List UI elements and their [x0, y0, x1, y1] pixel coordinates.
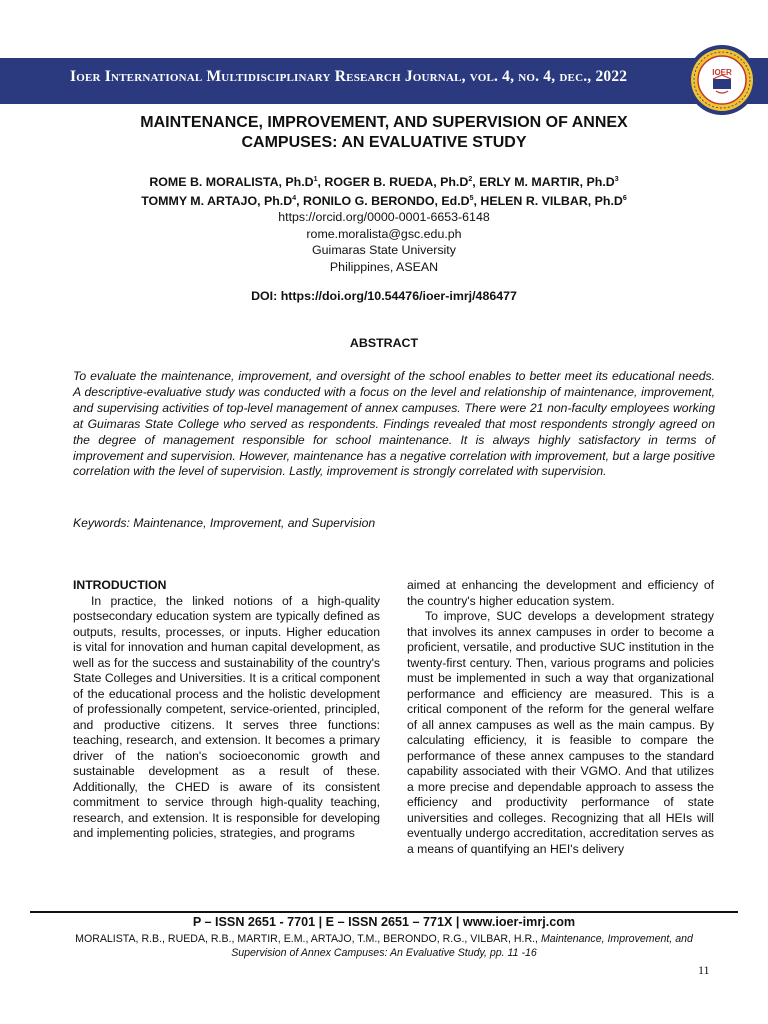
left-column: [73, 578, 380, 842]
paper-title: [60, 113, 708, 153]
doi-link[interactable]: DOI: https://doi.org/10.54476/ioer-imrj/486477: [251, 289, 517, 303]
author-3: , ERLY M. MARTIR, Ph.D: [472, 175, 615, 190]
issn-line: P – ISSN 2651 - 7701 | E – ISSN 2651 – 771X | www.ioer-imrj.com: [192, 915, 576, 929]
logo-text: IOER: [712, 68, 732, 77]
author-2: , ROGER B. RUEDA, Ph.D: [317, 175, 469, 190]
citation-authors: MORALISTA, R.B., RUEDA, R.B., MARTIR, E.M., ARTAJO, T.M., BERONDO, R.G., VILBAR, H.R.,: [75, 933, 541, 945]
author-1-sup: 1: [313, 176, 318, 183]
intro-paragraph-1: In practice, the linked notions of a high-quality postsecondary education system are typically defined as outputs, results, processes, or inputs. Higher education is vital for innovation and human capital development, as well as for the success and sustainability of the country's State Colleges and Universities. It is a critical component of the educational process and the holistic development of professionally competent, service-oriented, principled, and productive citizens. It serves three functions: teaching, research, and extension. It becomes a primary driver of the nation's socioeconomic growth and sustainable development as a result of these. Additionally, the CHED is aware of its consistent commitment to service through high-quality teaching, research, and extension. It is responsible for developing and implementing policies, strategies, and programs: [73, 593, 380, 840]
citation: [60, 932, 708, 960]
page-number: 11: [698, 963, 710, 977]
abstract-text: To evaluate the maintenance, improvement, and oversight of the school enables to better meet its educational needs. A descriptive-evaluative study was conducted with a focus on the level and relationship of maintenance, improvement, and supervising activities of top-level management of annex campuses. There were 21 non-faculty employees working at Guimaras State College who served as respondents. Findings revealed that most respondents strongly agreed on the degree of management responsible for school maintenance. It is always highly satisfactory in terms of improvement and supervision. However, maintenance has a negative correlation with improvement, but a large positive correlation with the level of supervision. Lastly, improvement is strongly correlated with supervision.: [73, 369, 715, 479]
journal-title: Ioer International Multidisciplinary Research Journal, vol. 4, no. 4, dec., 2022: [70, 68, 628, 85]
author-email[interactable]: rome.moralista@gsc.edu.ph: [306, 226, 462, 241]
introduction-heading: INTRODUCTION: [73, 578, 167, 592]
ioer-logo: [686, 44, 758, 116]
intro-paragraph-1-cont: aimed at enhancing the development and efficiency of the country's higher education system.: [407, 578, 714, 608]
paper-title-line-1: MAINTENANCE, IMPROVEMENT, AND SUPERVISION OF ANNEX: [140, 114, 628, 131]
author-line-2: [60, 191, 708, 210]
location: Philippines, ASEAN: [329, 259, 439, 274]
affiliation: Guimaras State University: [312, 243, 456, 258]
author-line-1: [60, 172, 708, 191]
orcid-link[interactable]: https://orcid.org/0000-0001-6653-6148: [278, 210, 490, 225]
author-5-sup: 5: [469, 194, 474, 202]
author-1: ROME B. MORALISTA, Ph.D: [149, 175, 314, 190]
citation-title: Maintenance, Improvement, and Supervision of Annex Campuses: An Evaluative Study, pp. 11 -16: [231, 933, 693, 959]
author-6-sup: 6: [622, 194, 627, 202]
author-6: , HELEN R. VILBAR, Ph.D: [473, 193, 623, 208]
author-2-sup: 2: [468, 176, 473, 183]
author-block: [60, 172, 708, 275]
right-column: [407, 578, 714, 857]
footer-divider: [30, 911, 738, 913]
paper-title-line-2: CAMPUSES: AN EVALUATIVE STUDY: [241, 134, 527, 151]
author-4-sup: 4: [292, 194, 297, 202]
author-3-sup: 3: [614, 176, 619, 183]
keywords: Keywords: Maintenance, Improvement, and Supervision: [73, 516, 376, 530]
author-5: , RONILO G. BERONDO, Ed.D: [296, 193, 470, 208]
intro-paragraph-2: To improve, SUC develops a development strategy that involves its annex campuses in order to become a proficient, versatile, and productive SUC institution in the twenty-first century. Then, various programs and policies must be implemented in such a way that organizational performance and efficiency are measured. This is a critical component of the reform for the general welfare of all annex campuses as well as the main campus. By calculating efficiency, it is feasible to compare the performance of these annex campuses to the standard capability associated with their VGMO. And that utilizes a more precise and dependable approach to assess the efficiency and productivity performance of state universities and colleges. Recognizing that all HEIs will eventually undergo accreditation, accreditation serves as a means of quantifying an HEI's delivery: [407, 609, 714, 856]
author-4: TOMMY M. ARTAJO, Ph.D: [141, 193, 293, 208]
abstract-heading: ABSTRACT: [349, 336, 419, 350]
